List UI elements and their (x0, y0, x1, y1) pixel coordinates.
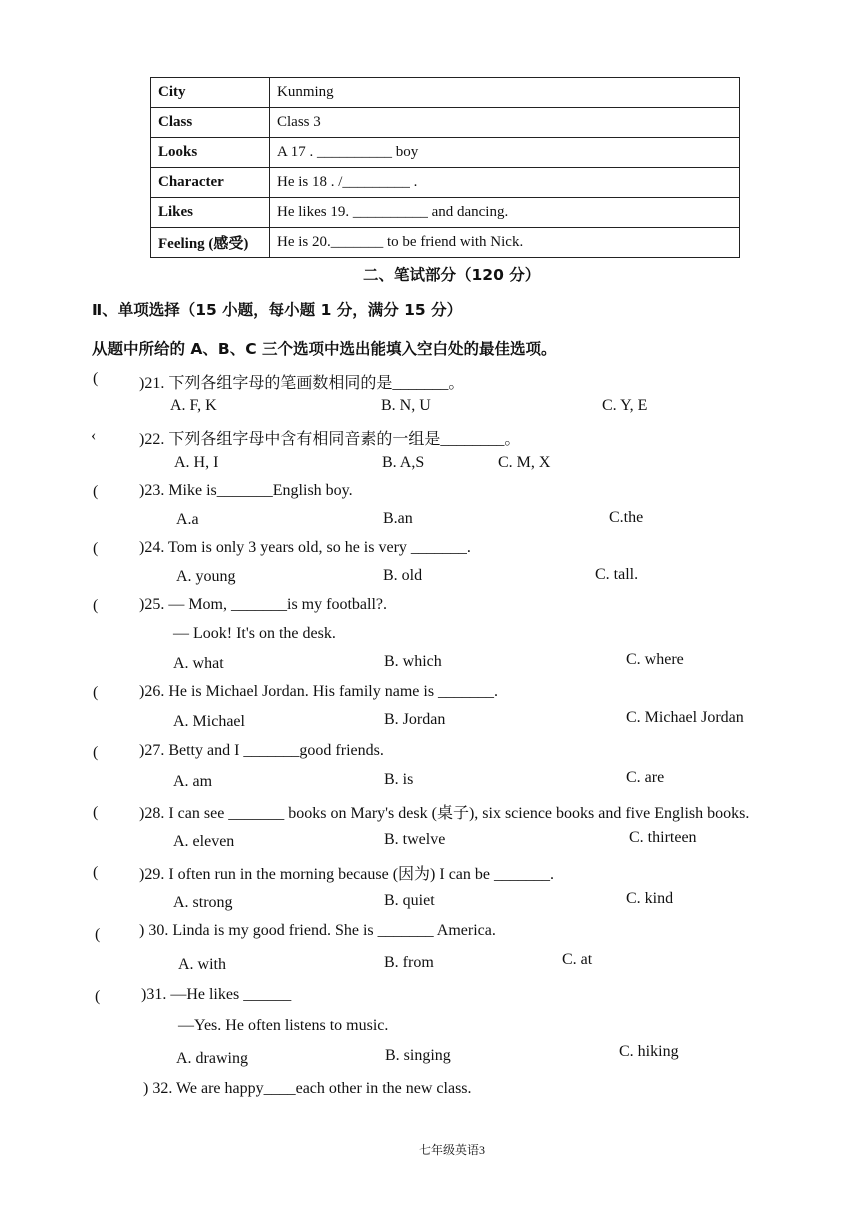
option-c: C. at (562, 951, 593, 968)
option-b: B. A,S (382, 454, 425, 471)
answer-paren: ( (95, 988, 101, 1005)
answer-paren: ( (93, 483, 99, 500)
option-a: A. what (173, 655, 224, 672)
info-table (150, 77, 740, 258)
row-value: A 17 . __________ boy (270, 138, 740, 168)
row-value: He is 18 . /_________ . (270, 168, 740, 198)
option-a: A. am (173, 773, 213, 790)
instruction: 从题中所给的 A、B、C 三个选项中选出能填入空白处的最佳选项。 (92, 340, 557, 358)
option-b: B. Jordan (384, 711, 446, 728)
table-row (151, 138, 740, 168)
option-b: B. which (384, 653, 442, 670)
question-stem: ) 30. Linda is my good friend. She is _______ America. (139, 922, 496, 939)
answer-paren: ( (93, 370, 99, 387)
answer-paren: ( (93, 597, 99, 614)
option-c: C. thirteen (629, 829, 697, 846)
option-a: A.a (176, 511, 199, 528)
question-stem: )29. I often run in the morning because (因为) I can be _______. (139, 866, 554, 883)
answer-paren: ( (93, 744, 99, 761)
answer-paren: ‹ (91, 427, 97, 444)
question-stem: )23. Mike is_______English boy. (139, 482, 353, 499)
question-stem: )22. 下列各组字母中含有相同音素的一组是________。 (139, 431, 521, 448)
question-stem: )26. He is Michael Jordan. His family name is _______. (139, 683, 499, 700)
part-title: Ⅱ、单项选择（15 小题，每小题 1 分，满分 15 分） (92, 301, 463, 319)
option-a: A. F, K (170, 397, 217, 414)
answer-paren: ( (95, 926, 101, 943)
option-b: B. old (383, 567, 423, 584)
table-row (151, 108, 740, 138)
option-b: B.an (383, 510, 413, 527)
table-row (151, 78, 740, 108)
option-b: B. from (384, 954, 434, 971)
option-c: C. Y, E (602, 397, 648, 414)
page-footer: 七年级英语3 (419, 1143, 486, 1157)
table-row (151, 198, 740, 228)
option-a: A. Michael (173, 713, 245, 730)
option-b: B. twelve (384, 831, 446, 848)
row-label: Character (151, 168, 270, 198)
row-value: Class 3 (270, 108, 740, 138)
question-stem: ) 32. We are happy____each other in the new class. (143, 1080, 472, 1097)
option-c: C. are (626, 769, 665, 786)
question-dialogue-line: — Look! It's on the desk. (173, 625, 336, 642)
row-label: Feeling (感受) (151, 228, 270, 258)
option-b: B. N, U (381, 397, 431, 414)
option-a: A. with (178, 956, 226, 973)
row-value: He likes 19. __________ and dancing. (270, 198, 740, 228)
option-c: C. tall. (595, 566, 639, 583)
question-stem: )25. — Mom, _______is my football?. (139, 596, 387, 613)
row-label: Likes (151, 198, 270, 228)
table-row (151, 168, 740, 198)
option-c: C. Michael Jordan (626, 709, 744, 726)
option-a: A. drawing (176, 1050, 248, 1067)
question-stem: )31. —He likes ______ (141, 986, 292, 1003)
option-a: A. young (176, 568, 236, 585)
option-a: A. strong (173, 894, 233, 911)
answer-paren: ( (93, 540, 99, 557)
option-a: A. eleven (173, 833, 235, 850)
answer-paren: ( (93, 684, 99, 701)
answer-paren: ( (93, 804, 99, 821)
option-b: B. is (384, 771, 414, 788)
option-c: C. hiking (619, 1043, 679, 1060)
question-stem: )27. Betty and I _______good friends. (139, 742, 384, 759)
option-c: C.the (609, 509, 644, 526)
row-label: City (151, 78, 270, 108)
option-b: B. quiet (384, 892, 435, 909)
row-value: Kunming (270, 78, 740, 108)
question-stem: )28. I can see _______ books on Mary's desk (桌子), six science books and five English books. (139, 805, 750, 822)
row-value: He is 20._______ to be friend with Nick. (270, 228, 740, 258)
section-title: 二、笔试部分（120 分） (363, 266, 541, 284)
option-b: B. singing (385, 1047, 451, 1064)
row-label: Class (151, 108, 270, 138)
answer-paren: ( (93, 864, 99, 881)
option-c: C. M, X (498, 454, 551, 471)
question-stem: )21. 下列各组字母的笔画数相同的是_______。 (139, 375, 465, 392)
option-c: C. where (626, 651, 684, 668)
option-c: C. kind (626, 890, 674, 907)
row-label: Looks (151, 138, 270, 168)
table-row (151, 228, 740, 258)
question-stem: )24. Tom is only 3 years old, so he is very _______. (139, 539, 471, 556)
option-a: A. H, I (174, 454, 219, 471)
question-dialogue-line: —Yes. He often listens to music. (178, 1017, 389, 1034)
